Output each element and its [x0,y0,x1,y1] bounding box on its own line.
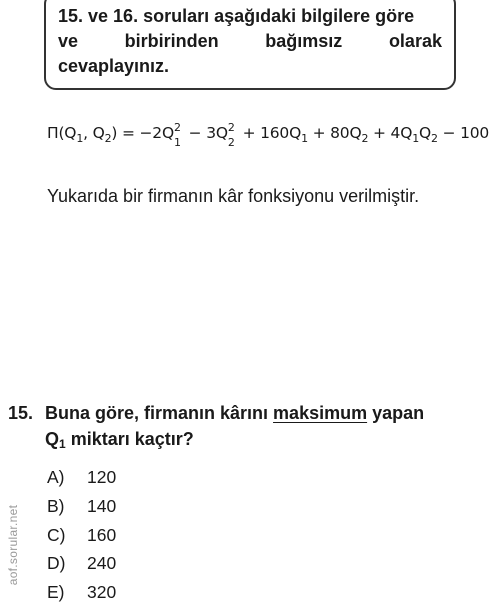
instruction-word: bağımsız [265,31,343,51]
option-letter: E) [47,582,65,602]
function-description: Yukarıda bir firmanın kâr fonksiyonu verilmiştir. [47,186,420,206]
question-number: 15. [8,403,34,423]
instruction-word: birbirinden [124,31,219,51]
question-text [45,400,465,452]
instruction-word: ve [58,31,79,51]
sub-sup-script: 2 1 [173,121,181,149]
instruction-word: olarak [388,31,442,51]
option-value: 320 [87,582,117,602]
sub-sup-script: 2 2 [227,121,235,149]
question-line-2: $Q_1$ miktarı kaçtır? [45,429,194,451]
instruction-line-2 [58,29,442,54]
option-a[interactable] [47,466,116,488]
question-line-1: Buna göre, firmanın kârını maksimum yapan [45,403,425,423]
option-letter: B) [47,496,65,516]
instruction-line-3: cevaplayınız. [58,56,170,76]
option-value: 240 [87,553,117,573]
option-d[interactable] [47,552,116,574]
option-letter: D) [47,553,66,573]
option-value: 120 [87,467,117,487]
option-value: 140 [87,496,117,516]
option-b[interactable] [47,495,116,517]
instruction-line-1: 15. ve 16. soruları aşağıdaki bilgilere göre [58,6,415,26]
profit-function-formula: $\Pi(Q_1$, $Q_2) = -2Q$ 2 1 − 3Q 2 2 + $160Q_1 + 80Q_2 + 4Q_1Q_2 - 100$ [47,121,490,149]
instruction-box [44,0,456,90]
option-letter: A) [47,467,65,487]
emphasis-maksimum: maksimum [273,403,368,423]
option-e[interactable] [47,581,116,603]
option-letter: C) [47,525,66,545]
option-value: 160 [87,525,117,545]
option-c[interactable] [47,524,116,546]
watermark: aof.sorular.net [6,504,20,586]
